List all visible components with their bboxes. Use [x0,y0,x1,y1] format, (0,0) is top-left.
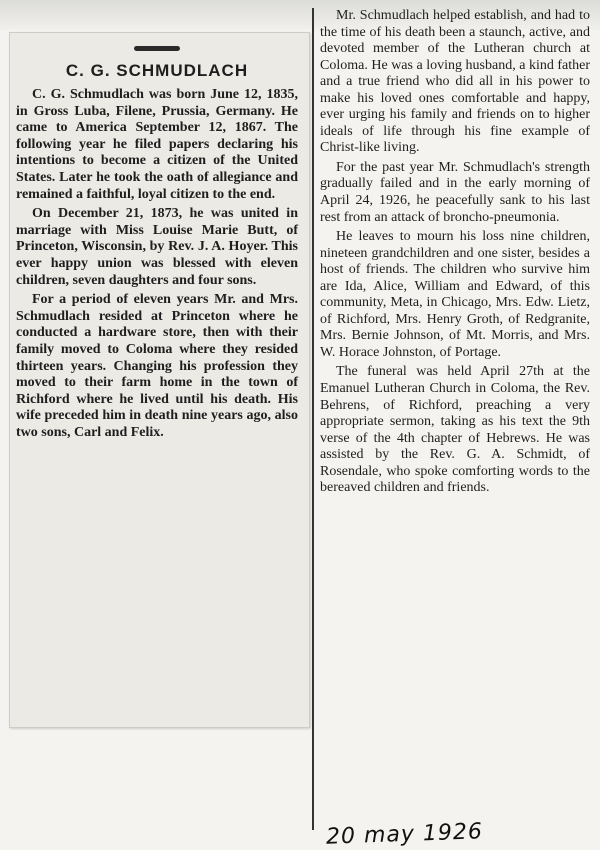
paragraph-death: For the past year Mr. Schmudlach's strength gradually failed and in the early morning of April 24, 1926, he peacefully sank to his last rest from an attack of broncho-pneumonia. [320,159,590,225]
headline-rule [134,46,180,51]
paragraph-birth: C. G. Schmudlach was born June 12, 1835, in Gross Luba, Filene, Prussia, Germany. He came to America September 12, 1867. The following year he filed papers declaring his intentions to become a citizen of the United States. Later he took the oath of allegiance and remained a faithful, loyal citizen to the end. [16,87,298,202]
paragraph-funeral: The funeral was held April 27th at the Emanuel Lutheran Church in Coloma, the Rev. Behrens, of Richford, preaching a very appropriate sermon, taking as his text the 9th verse of the 4th chapter of Hebrews. He was assisted by the Rev. G. A. Schmidt, of Rosendale, who spoke comforting words to the bereaved children and friends. [320,364,590,496]
paragraph-marriage: On December 21, 1873, he was united in marriage with Miss Louise Marie Butt, of Princeton, Wisconsin, by Rev. J. A. Hoyer. This ever happy union was blessed with eleven children, seven daughters and four sons. [16,206,298,288]
paragraph-residence: For a period of eleven years Mr. and Mrs. Schmudlach resided at Princeton where he conducted a hardware store, then with their family moved to Coloma where they resided thirteen years. Changing his profession they moved to their farm home in the town of Richford where he lived until his death. His wife preceded him in death nine years ago, also two sons, Carl and Felix. [16,292,298,440]
obituary-left-column [16,42,298,441]
paragraph-church: Mr. Schmudlach helped establish, and had to the time of his death been a staunch, active, and devoted member of the Lutheran church at Coloma. He was a loving husband, a kind father and a true friend who did all in his power to make his loved ones comfortable and happy, ever urging his family and friends on to higher ideals of life through his fine example of Christ-like living. [320,8,590,156]
paragraph-survivors: He leaves to mourn his loss nine children, nineteen grandchildren and one sister, besides a host of friends. The children who survive him are Ida, Alice, William and Edward, of this community, Meta, in Chicago, Mrs. Edw. Lietz, of Richford, Mrs. Henry Groth, of Redgranite, Mrs. Bernie Johnson, of Mt. Morris, and Mrs. W. Horace Johnston, of Portage. [320,229,590,360]
column-divider [312,8,314,830]
obituary-right-column [320,8,590,497]
obituary-headline: C. G. SCHMUDLACH [65,61,249,80]
handwritten-date-note: 20 may 1926 [325,819,484,850]
